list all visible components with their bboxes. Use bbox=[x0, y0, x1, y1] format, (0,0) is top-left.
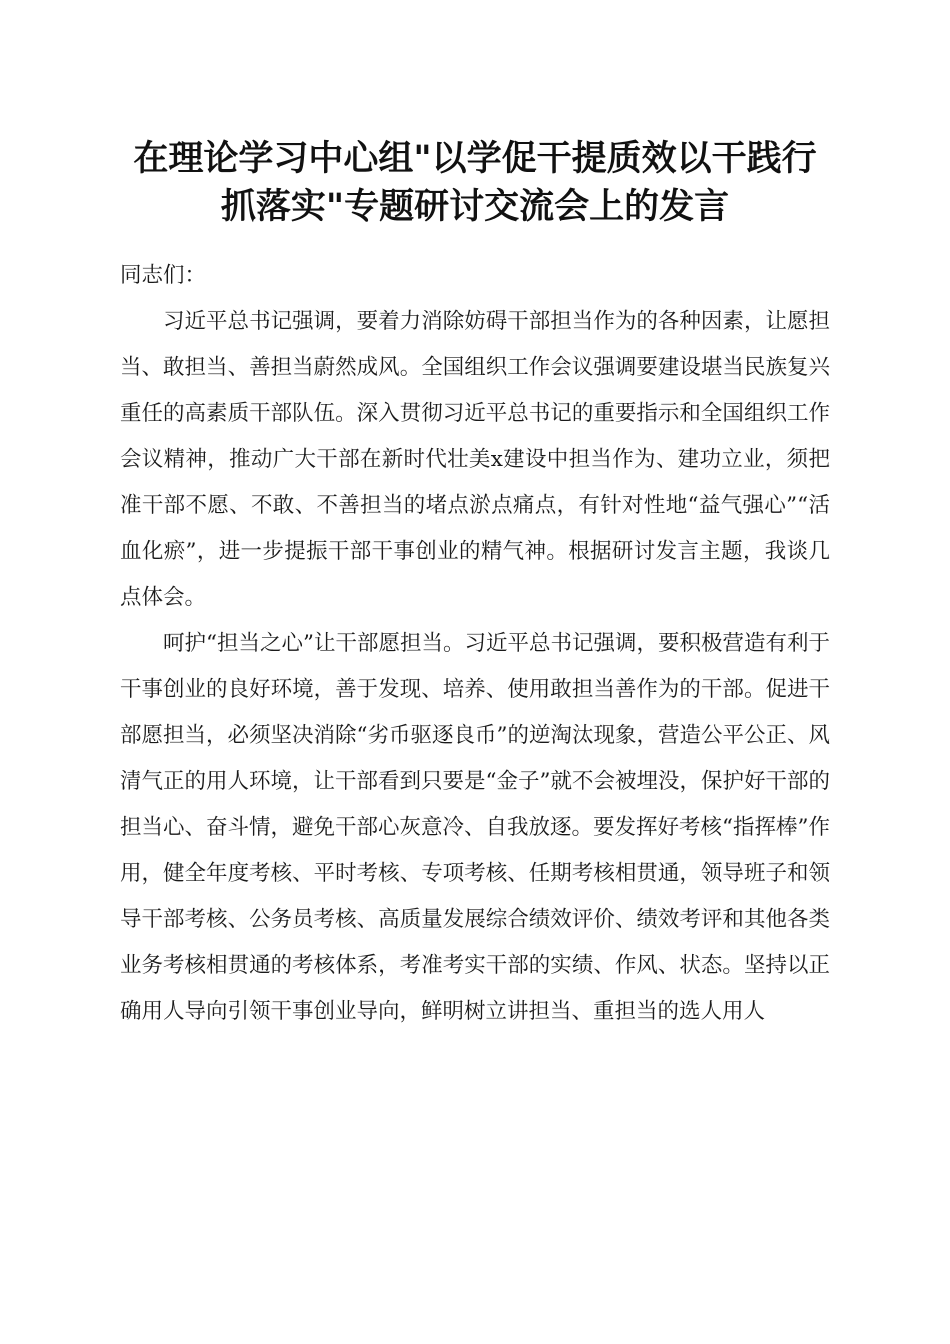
paragraph-1: 习近平总书记强调，要着力消除妨碍干部担当作为的各种因素，让愿担当、敢担当、善担当蔚然成风。全国组织工作会议强调要建设堪当民族复兴重任的高素质干部队伍。深入贯彻习近平总书记的重要指示和全国组织工作会议精神，推动广大干部在新时代壮美x建设中担当作为、建功立业，须把准干部不愿、不敢、不善担当的堵点淤点痛点，有针对性地“益气强心”“活血化瘀”，进一步提振干部干事创业的精气神。根据研讨发言主题，我谈几点体会。 bbox=[120, 309, 830, 610]
title-line-1: 在理论学习中心组"以学促干提质效以干践行 bbox=[133, 138, 817, 179]
salutation: 同志们： bbox=[120, 263, 207, 288]
title-line-2: 抓落实"专题研讨交流会上的发言 bbox=[220, 186, 730, 227]
document-title bbox=[100, 135, 850, 231]
document-body bbox=[120, 253, 830, 1035]
paragraph-2: 呵护“担当之心”让干部愿担当。习近平总书记强调，要积极营造有利于干事创业的良好环境，善于发现、培养、使用敢担当善作为的干部。促进干部愿担当，必须坚决消除“劣币驱逐良币”的逆淘汰现象，营造公平公正、风清气正的用人环境，让干部看到只要是“金子”就不会被埋没，保护好干部的担当心、奋斗情，避免干部心灰意冷、自我放逐。要发挥好考核“指挥棒”作用，健全年度考核、平时考核、专项考核、任期考核相贯通，领导班子和领导干部考核、公务员考核、高质量发展综合绩效评价、绩效考评和其他各类业务考核相贯通的考核体系，考准考实干部的实绩、作风、状态。坚持以正确用人导向引领干事创业导向，鲜明树立讲担当、重担当的选人用人 bbox=[120, 631, 830, 1024]
